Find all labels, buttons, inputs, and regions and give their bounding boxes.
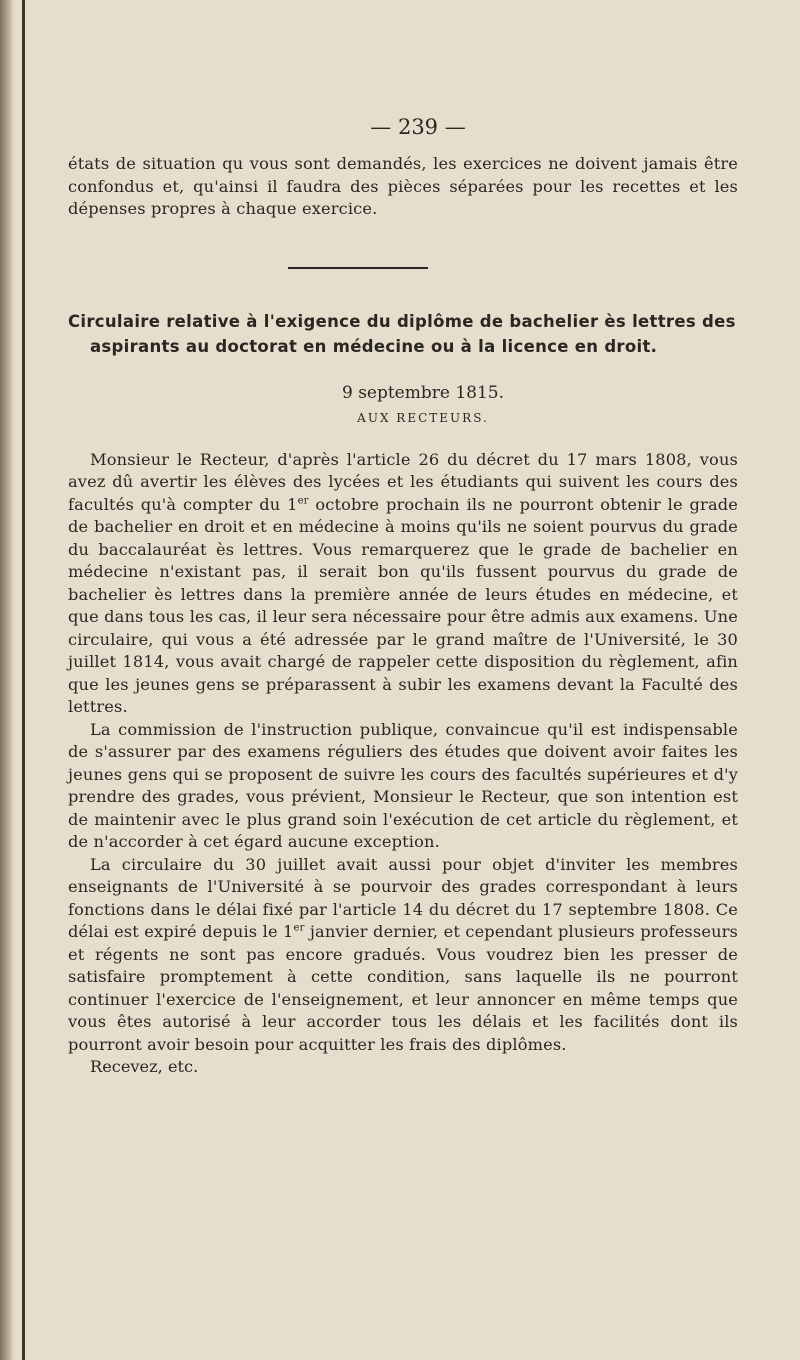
section-separator bbox=[288, 267, 428, 269]
page-number: — 239 — bbox=[370, 115, 466, 139]
paragraph-3-part-a: La circulaire du 30 juillet avait aussi pour objet d'inviter les membres enseignants de l'Université à se pourvoir des grades correspondant à leurs fonctions dans le délai fixé par l'article 14 du décret du 17 septembre 1808. Ce délai est expiré depuis le 1 bbox=[68, 854, 738, 941]
paragraph-1-superscript: er bbox=[297, 495, 309, 507]
paragraph-2: La commission de l'instruction publique, convaincue qu'il est indispensable de s'assurer par des examens réguliers des études que doivent avoir faites les jeunes gens qui se proposent de suivre les cours des facultés supérieures et d'y prendre des grades, vous prévient, Monsieur le Recteur, que son intention est de maintenir avec le plus grand soin l'exécution de cet article du règlement, et de n'accorder à cet égard aucune exception. bbox=[68, 719, 738, 851]
binding-line bbox=[22, 0, 25, 1360]
paragraph-1 bbox=[68, 449, 738, 719]
paragraph-3-superscript: er bbox=[293, 922, 305, 934]
paragraph-3 bbox=[68, 854, 738, 1057]
circular-date: 9 septembre 1815. bbox=[341, 382, 505, 403]
page-edge bbox=[0, 0, 14, 1360]
paragraph-1-part-a: Monsieur le Recteur, d'après l'article 26 du décret du 17 mars 1808, vous avez dû avertir les élèves des lycées et les étudiants qui suivent les cours des facultés qu'à compter du 1 bbox=[68, 449, 738, 514]
circular-heading: Circulaire relative à l'exigence du diplôme de bachelier ès lettres des aspirants au doctorat en médecine ou à la licence en droit. bbox=[68, 311, 736, 356]
paragraph-1-part-b: octobre prochain ils ne pourront obtenir le grade de bachelier en droit et en médecine à moins qu'ils ne soient pourvus du grade du baccalauréat ès lettres. Vous remarquerez que le grade de bachelier en médecine n'existant pas, il serait bon qu'ils fussent pourvus du grade de bachelier ès lettres dans la première année de leurs études en médecine, et que dans tous les cas, il leur sera nécessaire pour être admis aux examens. Une circulaire, qui vous a été adressée par le grand maître de l'Université, le 30 juillet 1814, vous avait chargé de rappeler cette disposition du règlement, afin que les jeunes gens se préparassent à subir les examens devant la Faculté des lettres. bbox=[68, 494, 738, 716]
intro-paragraph: états de situation qu vous sont demandés, les exercices ne doivent jamais être confondus et, qu'ainsi il faudra des pièces séparées pour les recettes et les dépenses propres à chaque exercice. bbox=[68, 154, 738, 218]
addressee: AUX RECTEURS. bbox=[357, 410, 489, 425]
paragraph-3-part-b: janvier dernier, et cependant plusieurs professeurs et régents ne sont pas encore gradués. Vous voudrez bien les presser de satisfaire promptement à cette condition, sans laquelle ils ne pourront continuer l'exercice de l'enseignement, et leur annoncer en même temps que vous êtes autorisé à leur accorder tous les délais et les facilités dont ils pourront avoir besoin pour acquitter les frais des diplômes. bbox=[68, 922, 738, 1054]
page-content bbox=[68, 115, 738, 1079]
closing-line: Recevez, etc. bbox=[90, 1057, 199, 1076]
